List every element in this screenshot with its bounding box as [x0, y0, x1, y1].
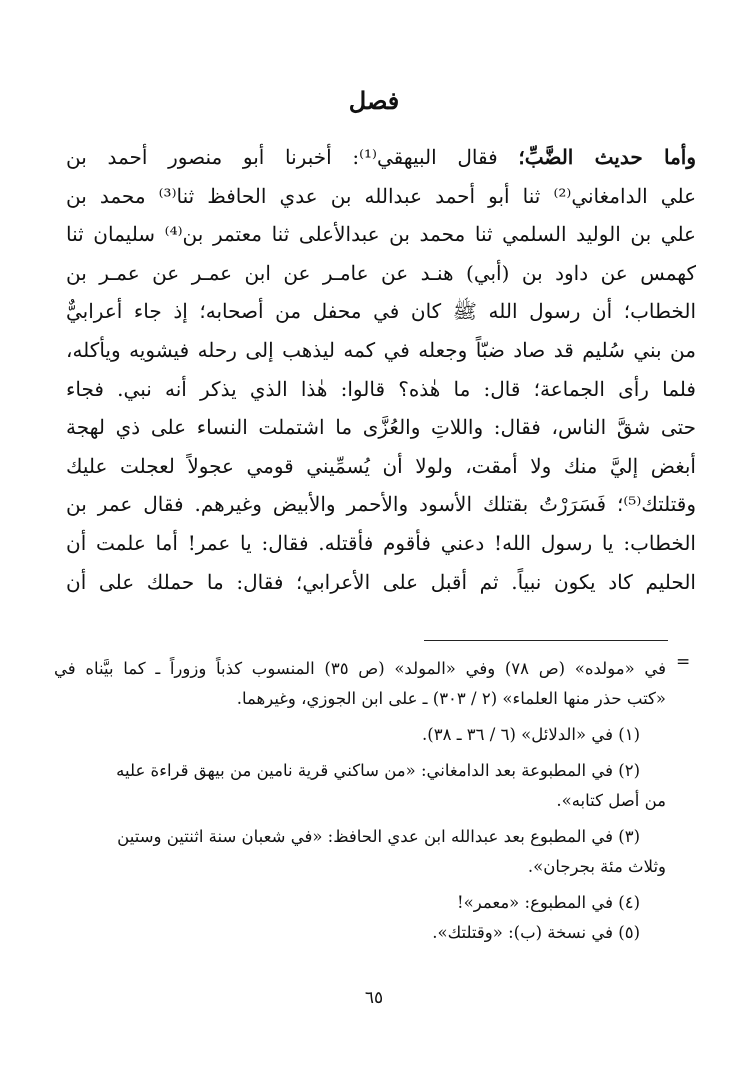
main-line: علي بن الوليد السلمي ثنا محمد بن عبدالأعلى ثنا معتمر بن⁽⁴⁾ سليمان ثنا: [66, 222, 696, 247]
main-line: كهمس عن داود بن (أبي) هنـد عن عامـر عن ابن عمـر عن عمـر بن: [66, 260, 696, 285]
footnote-divider: [424, 640, 668, 641]
footnote-line: (٤) في المطبوع: «معمر»!: [457, 893, 640, 912]
main-line: من بني سُليم قد صاد ضبّاً وجعله في كمه ليذهب إلى رحله فيشويه ويأكله،: [66, 337, 696, 362]
footnote-continuation-mark: =: [676, 652, 691, 672]
line-text: فقال البيهقي⁽¹⁾: أخبرنا أبو منصور أحمد بن: [66, 145, 519, 169]
footnote-line: وثلاث مئة بجرجان».: [527, 857, 666, 876]
footnote-line: (٣) في المطبوع بعد عبدالله ابن عدي الحافظ: «في شعبان سنة اثنتين وستين: [117, 827, 640, 846]
footnote-line: (٢) في المطبوعة بعد الدامغاني: «من ساكني قرية نامين من بيهق قراءة عليه: [116, 761, 640, 780]
main-line: علي الدامغاني⁽²⁾ ثنا أبو أحمد عبدالله بن عدي الحافظ ثنا⁽³⁾ محمد بن: [66, 183, 696, 208]
section-title: فصل: [348, 86, 400, 115]
main-line: حتى شقَّ الناس، فقال: واللاتِ والعُزَّى ما اشتملت النساء على ذي لهجة: [66, 415, 696, 440]
main-line: أبغض إليَّ منك ولا أمقت، ولولا أن يُسمِّيني قومي عجولاً لعجلت عليك: [66, 453, 696, 478]
page-number: ٦٥: [364, 988, 384, 1008]
footnotes-block: [54, 654, 666, 948]
main-line: الخطاب؛ أن رسول الله ﷺ كان في محفل من أصحابه؛ إذ جاء أعرابيٌّ: [66, 299, 696, 324]
main-text-block: [66, 138, 696, 601]
lead-phrase: وأما حديث الضَّبِّ؛: [518, 145, 696, 169]
main-line: فلما رأى الجماعة؛ قال: ما هٰذه؟ قالوا: هٰذا الذي يذكر أنه نبي. فجاء: [66, 376, 696, 401]
footnote-line: من أصل كتابه».: [556, 791, 666, 810]
main-line: وقتلتك⁽⁵⁾؛ فَسَرَرْتُ بقتلك الأسود والأحمر والأبيض وغيرهم. فقال عمر بن: [66, 492, 696, 517]
footnote-line: (٥) في نسخة (ب): «وقتلتك».: [432, 923, 640, 942]
footnote-line: في «مولده» (ص ٧٨) وفي «المولد» (ص ٣٥) المنسوب كذباً وزوراً ـ كما بيَّناه في: [54, 659, 666, 678]
main-line: الخطاب: يا رسول الله! دعني فأقوم فأقتله. فقال: يا عمر! أما علمت أن: [66, 530, 696, 555]
footnote-line: «كتب حذر منها العلماء» (٢ / ٣٠٣) ـ على ابن الجوزي، وغيرهما.: [236, 689, 666, 708]
main-line: الحليم كاد يكون نبياً. ثم أقبل على الأعرابي؛ فقال: ما حملك على أن: [66, 569, 696, 594]
footnote-line: (١) في «الدلائل» (٦ / ٣٦ ـ ٣٨).: [422, 725, 640, 744]
main-line: [66, 138, 696, 177]
